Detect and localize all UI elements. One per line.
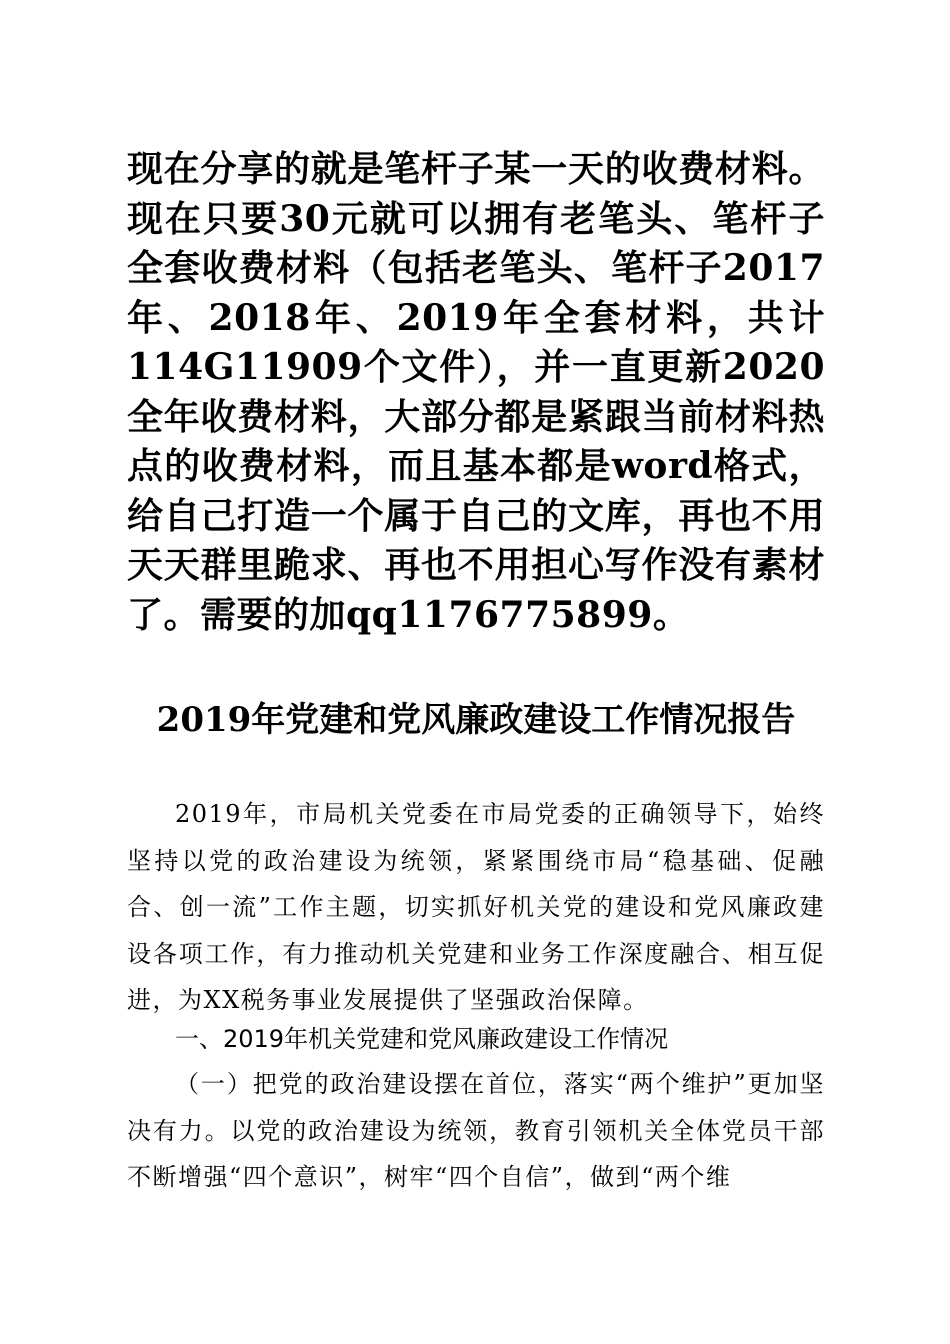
- document-title: 2019年党建和党风廉政建设工作情况报告: [156, 700, 796, 740]
- section-paragraph: （一）把党的政治建设摆在首位，落实“两个维护”更加坚决有力。以党的政治建设为统领，教育引领机关全体党员干部不断增强“四个意识”，树牢“四个自信”，做到“两个维: [127, 1070, 825, 1191]
- intro-paragraph: 2019年，市局机关党委在市局党委的正确领导下，始终坚持以党的政治建设为统领，紧紧围绕市局“稳基础、促融合、创一流”工作主题，切实抓好机关党的建设和党风廉政建设各项工作，有力推动机关党建和业务工作深度融合、相互促进，为XX税务事业发展提供了坚强政治保障。: [127, 800, 825, 1014]
- section-heading: 一、2019年机关党建和党风廉政建设工作情况: [175, 1025, 669, 1053]
- promo-paragraph: 现在分享的就是笔杆子某一天的收费材料。现在只要30元就可以拥有老笔头、笔杆子全套收费材料（包括老笔头、笔杆子2017年、2018年、2019年全套材料，共计114G11909个文件），并一直更新2020全年收费材料，大部分都是紧跟当前材料热点的收费材料，而且基本都是word格式，给自己打造一个属于自己的文库，再也不用天天群里跪求、再也不用担心写作没有素材了。需要的加qq1176775899。: [127, 148, 825, 636]
